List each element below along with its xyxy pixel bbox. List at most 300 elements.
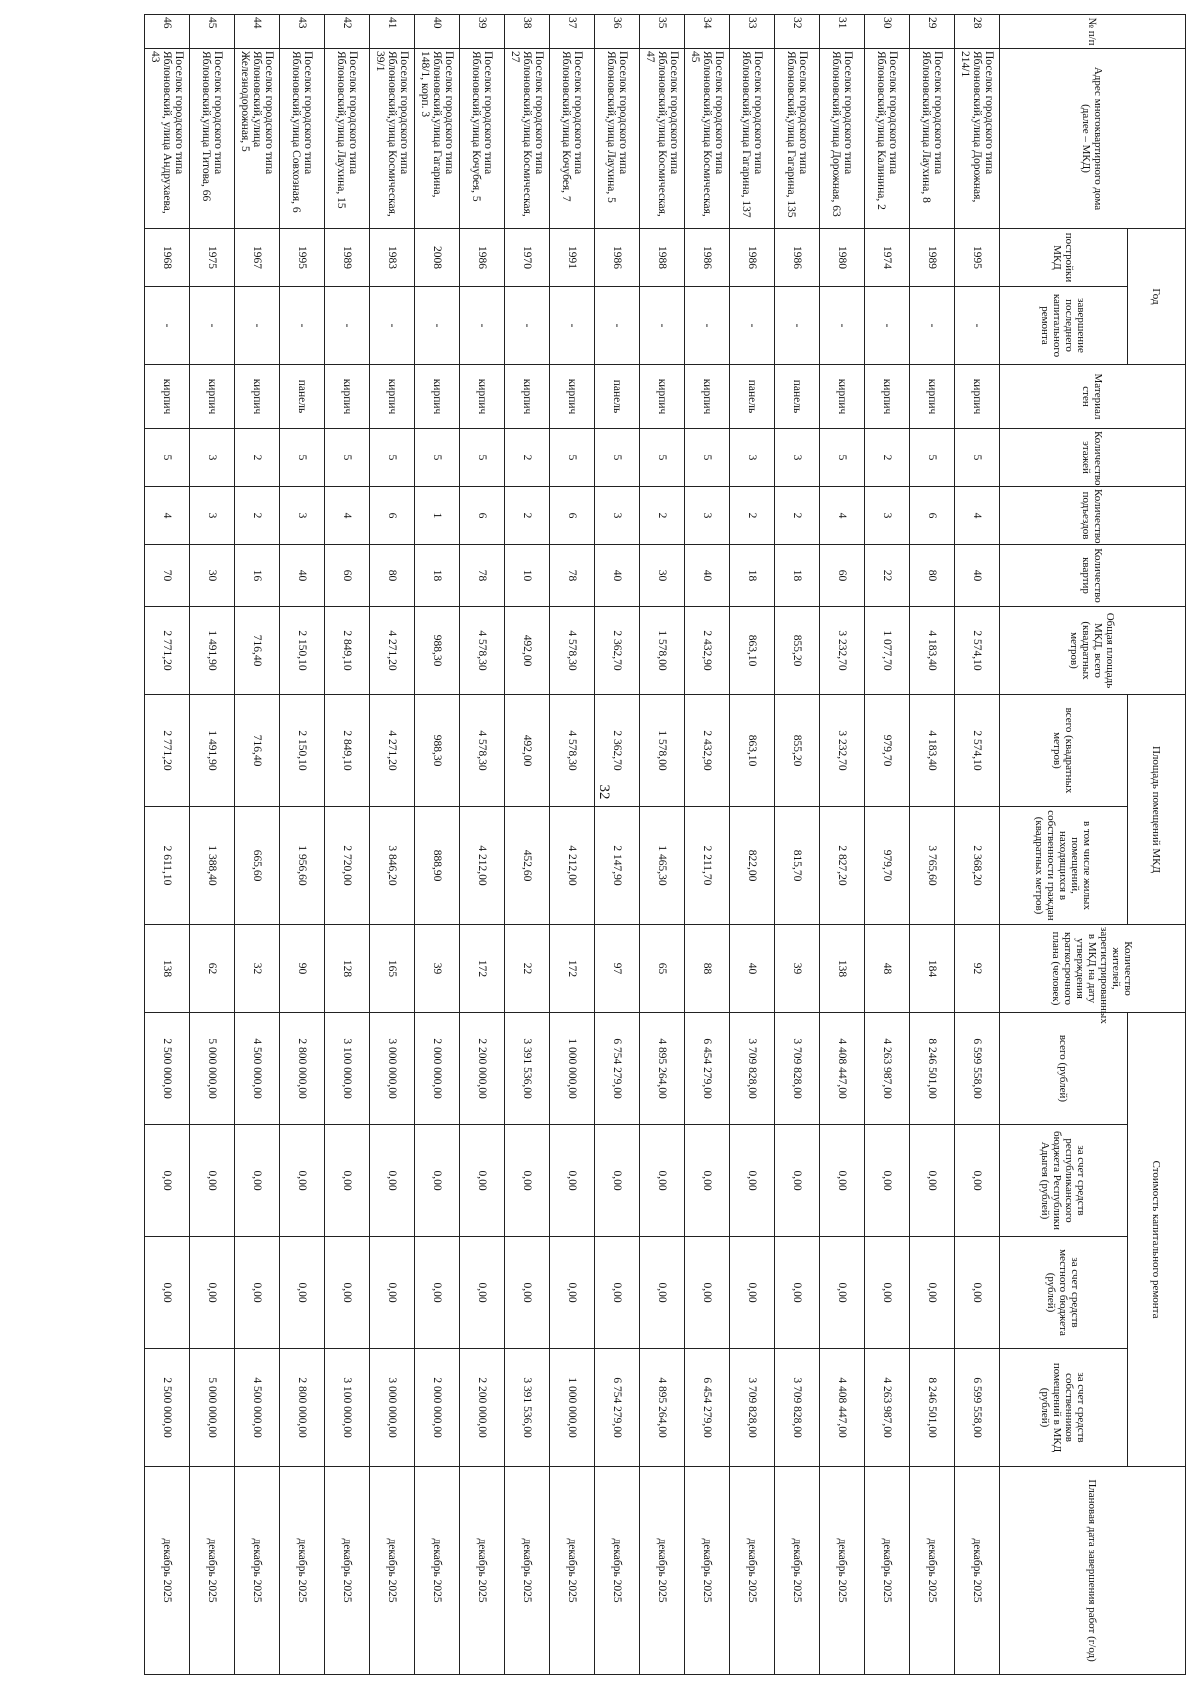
cell-cost-local: 0,00	[910, 1237, 955, 1349]
cell-cost-republic: 0,00	[730, 1125, 775, 1237]
cell-num: 35	[640, 15, 685, 49]
cell-cost-local: 0,00	[460, 1237, 505, 1349]
cell-entrances: 4	[325, 487, 370, 545]
cell-cost-local: 0,00	[235, 1237, 280, 1349]
cell-residents: 39	[415, 925, 460, 1013]
cell-num: 43	[280, 15, 325, 49]
cell-residents: 32	[235, 925, 280, 1013]
table-body	[145, 15, 1000, 1675]
cell-floors: 5	[325, 429, 370, 487]
cell-cost-owners: 4 895 264,00	[640, 1349, 685, 1467]
cell-num: 40	[415, 15, 460, 49]
cell-premises-total: 3 232,70	[820, 695, 865, 807]
cell-num: 32	[775, 15, 820, 49]
cell-completion: декабрь 2025	[190, 1467, 235, 1675]
cell-wall-material: кирпич	[235, 365, 280, 429]
cell-cost-local: 0,00	[325, 1237, 370, 1349]
cell-completion: декабрь 2025	[550, 1467, 595, 1675]
cell-total-area: 4 578,30	[550, 607, 595, 695]
cell-premises-private: 3 846,20	[370, 807, 415, 925]
cell-cost-total: 6 599 558,00	[955, 1013, 1000, 1125]
cell-num: 30	[865, 15, 910, 49]
cell-last-repair: -	[595, 287, 640, 365]
cell-wall-material: кирпич	[820, 365, 865, 429]
cell-cost-republic: 0,00	[865, 1125, 910, 1237]
cell-last-repair: -	[910, 287, 955, 365]
header-cost-total: всего (рублей)	[1000, 1013, 1128, 1125]
table-row	[280, 15, 325, 1675]
cell-completion: декабрь 2025	[460, 1467, 505, 1675]
cell-completion: декабрь 2025	[325, 1467, 370, 1675]
cell-cost-republic: 0,00	[190, 1125, 235, 1237]
table-row	[595, 15, 640, 1675]
cell-premises-private: 2 368,20	[955, 807, 1000, 925]
table-row	[550, 15, 595, 1675]
cell-floors: 5	[955, 429, 1000, 487]
cell-cost-local: 0,00	[145, 1237, 190, 1349]
cell-cost-total: 2 800 000,00	[280, 1013, 325, 1125]
cell-entrances: 4	[955, 487, 1000, 545]
cell-premises-total: 1 578,00	[640, 695, 685, 807]
cell-year-built: 1986	[730, 229, 775, 287]
cell-year-built: 1989	[910, 229, 955, 287]
header-cost-owners: за счет средств собственников помещений в МКД (рублей)	[1000, 1349, 1128, 1467]
cell-cost-owners: 4 500 000,00	[235, 1349, 280, 1467]
header-residents: Количество жителей, зарегистрированных в МКД на дату утверждения краткосрочного плана (человек)	[1000, 925, 1186, 1013]
cell-apartments: 30	[190, 545, 235, 607]
cell-entrances: 6	[460, 487, 505, 545]
cell-cost-republic: 0,00	[640, 1125, 685, 1237]
header-address: Адрес многоквартирного дома (далее – МКД)	[1000, 49, 1186, 229]
cell-cost-local: 0,00	[280, 1237, 325, 1349]
cell-entrances: 3	[595, 487, 640, 545]
cell-apartments: 16	[235, 545, 280, 607]
cell-last-repair: -	[190, 287, 235, 365]
cell-wall-material: кирпич	[325, 365, 370, 429]
cell-premises-private: 2 211,70	[685, 807, 730, 925]
cell-num: 44	[235, 15, 280, 49]
cell-cost-total: 3 000 000,00	[370, 1013, 415, 1125]
cell-completion: декабрь 2025	[415, 1467, 460, 1675]
cell-cost-total: 5 000 000,00	[190, 1013, 235, 1125]
cell-address: Поселок городского типа Яблоновский,улица Лаухина, 15	[325, 49, 370, 229]
cell-residents: 165	[370, 925, 415, 1013]
cell-year-built: 1980	[820, 229, 865, 287]
cell-address: Поселок городского типа Яблоновский,улица Дорожная, 214/1	[955, 49, 1000, 229]
cell-cost-republic: 0,00	[325, 1125, 370, 1237]
cell-cost-total: 2 200 000,00	[460, 1013, 505, 1125]
cell-num: 46	[145, 15, 190, 49]
cell-premises-total: 2 432,90	[685, 695, 730, 807]
cell-floors: 5	[640, 429, 685, 487]
table-row	[775, 15, 820, 1675]
cell-premises-private: 1 388,40	[190, 807, 235, 925]
cell-residents: 97	[595, 925, 640, 1013]
table-row	[145, 15, 190, 1675]
cell-wall-material: кирпич	[910, 365, 955, 429]
table-row	[190, 15, 235, 1675]
cell-residents: 172	[550, 925, 595, 1013]
cell-premises-private: 665,60	[235, 807, 280, 925]
cell-entrances: 1	[415, 487, 460, 545]
cell-cost-owners: 1 000 000,00	[550, 1349, 595, 1467]
table-row	[640, 15, 685, 1675]
cell-cost-local: 0,00	[775, 1237, 820, 1349]
cell-apartments: 78	[550, 545, 595, 607]
cell-residents: 138	[145, 925, 190, 1013]
cell-cost-local: 0,00	[730, 1237, 775, 1349]
cell-num: 37	[550, 15, 595, 49]
cell-address: Поселок городского типа Яблоновский,улица Гагарина, 137	[730, 49, 775, 229]
cell-apartments: 40	[685, 545, 730, 607]
cell-premises-private: 888,90	[415, 807, 460, 925]
cell-address: Поселок городского типа Яблоновский,улица Лаухина, 5	[595, 49, 640, 229]
cell-floors: 5	[685, 429, 730, 487]
cell-cost-local: 0,00	[865, 1237, 910, 1349]
table-row	[460, 15, 505, 1675]
cell-cost-owners: 8 246 501,00	[910, 1349, 955, 1467]
cell-premises-private: 2 147,90	[595, 807, 640, 925]
cell-premises-private: 1 465,30	[640, 807, 685, 925]
cell-premises-private: 452,60	[505, 807, 550, 925]
cell-entrances: 2	[640, 487, 685, 545]
cell-cost-republic: 0,00	[370, 1125, 415, 1237]
cell-cost-local: 0,00	[595, 1237, 640, 1349]
header-premises-area-group: Площадь помещений МКД	[1128, 695, 1186, 925]
cell-premises-private: 4 212,00	[550, 807, 595, 925]
cell-apartments: 30	[640, 545, 685, 607]
cell-premises-private: 979,70	[865, 807, 910, 925]
header-entrances: Количество подъездов	[1000, 487, 1186, 545]
cell-completion: декабрь 2025	[775, 1467, 820, 1675]
cell-last-repair: -	[145, 287, 190, 365]
cell-entrances: 2	[730, 487, 775, 545]
cell-completion: декабрь 2025	[505, 1467, 550, 1675]
cell-cost-owners: 3 100 000,00	[325, 1349, 370, 1467]
cell-cost-total: 3 709 828,00	[775, 1013, 820, 1125]
cell-completion: декабрь 2025	[145, 1467, 190, 1675]
header-floors: Количество этажей	[1000, 429, 1186, 487]
cell-apartments: 18	[730, 545, 775, 607]
cell-apartments: 60	[325, 545, 370, 607]
cell-last-repair: -	[235, 287, 280, 365]
cell-premises-total: 492,00	[505, 695, 550, 807]
cell-premises-private: 4 212,00	[460, 807, 505, 925]
cell-apartments: 10	[505, 545, 550, 607]
cell-num: 34	[685, 15, 730, 49]
cell-completion: декабрь 2025	[955, 1467, 1000, 1675]
cell-wall-material: панель	[775, 365, 820, 429]
cell-num: 39	[460, 15, 505, 49]
cell-last-repair: -	[640, 287, 685, 365]
table-row	[955, 15, 1000, 1675]
cell-total-area: 1 491,90	[190, 607, 235, 695]
cell-premises-total: 4 271,20	[370, 695, 415, 807]
header-total-area: Общая площадь МКД, всего (квадратных метров)	[1000, 607, 1186, 695]
cell-cost-total: 4 263 987,00	[865, 1013, 910, 1125]
cell-num: 42	[325, 15, 370, 49]
cell-floors: 2	[865, 429, 910, 487]
cell-year-built: 1989	[325, 229, 370, 287]
cell-premises-private: 1 956,60	[280, 807, 325, 925]
cell-cost-local: 0,00	[550, 1237, 595, 1349]
cell-entrances: 4	[820, 487, 865, 545]
cell-residents: 62	[190, 925, 235, 1013]
cell-cost-owners: 3 000 000,00	[370, 1349, 415, 1467]
cell-total-area: 4 183,40	[910, 607, 955, 695]
cell-premises-total: 863,10	[730, 695, 775, 807]
cell-apartments: 60	[820, 545, 865, 607]
cell-apartments: 40	[955, 545, 1000, 607]
cell-total-area: 2 432,90	[685, 607, 730, 695]
cell-cost-total: 2 000 000,00	[415, 1013, 460, 1125]
cell-residents: 184	[910, 925, 955, 1013]
cell-premises-total: 2 362,70	[595, 695, 640, 807]
cell-address: Поселок городского типа Яблоновский,улица Космическая, 27	[505, 49, 550, 229]
header-num: № п/п	[1000, 15, 1186, 49]
cell-apartments: 78	[460, 545, 505, 607]
header-completion: Плановая дата завершения работ (г/од)	[1000, 1467, 1186, 1675]
cell-cost-total: 2 500 000,00	[145, 1013, 190, 1125]
cell-num: 33	[730, 15, 775, 49]
cell-completion: декабрь 2025	[370, 1467, 415, 1675]
cell-wall-material: кирпич	[640, 365, 685, 429]
cell-num: 45	[190, 15, 235, 49]
cell-entrances: 4	[145, 487, 190, 545]
cell-last-repair: -	[865, 287, 910, 365]
cell-cost-local: 0,00	[820, 1237, 865, 1349]
cell-last-repair: -	[505, 287, 550, 365]
cell-cost-total: 1 000 000,00	[550, 1013, 595, 1125]
cell-residents: 90	[280, 925, 325, 1013]
cell-total-area: 4 578,30	[460, 607, 505, 695]
cell-year-built: 2008	[415, 229, 460, 287]
cell-address: Поселок городского типа Яблоновский,улица Совхозная, 6	[280, 49, 325, 229]
cell-wall-material: кирпич	[190, 365, 235, 429]
cell-completion: декабрь 2025	[280, 1467, 325, 1675]
cell-address: Поселок городского типа Яблоновский,улица Гагарина, 148/1, корп. 3	[415, 49, 460, 229]
cell-total-area: 2 574,10	[955, 607, 1000, 695]
table-row	[505, 15, 550, 1675]
cell-floors: 3	[775, 429, 820, 487]
table-row	[910, 15, 955, 1675]
cell-last-repair: -	[415, 287, 460, 365]
cell-premises-total: 2 771,20	[145, 695, 190, 807]
cell-floors: 5	[820, 429, 865, 487]
cell-year-built: 1995	[955, 229, 1000, 287]
cell-completion: декабрь 2025	[820, 1467, 865, 1675]
cell-floors: 5	[550, 429, 595, 487]
cell-residents: 65	[640, 925, 685, 1013]
cell-cost-owners: 3 709 828,00	[775, 1349, 820, 1467]
cell-residents: 40	[730, 925, 775, 1013]
cell-num: 28	[955, 15, 1000, 49]
cell-cost-local: 0,00	[190, 1237, 235, 1349]
cell-address: Поселок городского типа Яблоновский,улица Космическая, 47	[640, 49, 685, 229]
cell-cost-total: 4 895 264,00	[640, 1013, 685, 1125]
cell-completion: декабрь 2025	[685, 1467, 730, 1675]
cell-year-built: 1983	[370, 229, 415, 287]
cell-cost-republic: 0,00	[775, 1125, 820, 1237]
cell-premises-private: 2 827,20	[820, 807, 865, 925]
cell-floors: 5	[145, 429, 190, 487]
cell-cost-owners: 2 200 000,00	[460, 1349, 505, 1467]
cell-wall-material: кирпич	[145, 365, 190, 429]
cell-wall-material: кирпич	[415, 365, 460, 429]
cell-address: Поселок городского типа Яблоновский,улица Космическая, 39/1	[370, 49, 415, 229]
cell-total-area: 988,30	[415, 607, 460, 695]
cell-apartments: 70	[145, 545, 190, 607]
cell-cost-republic: 0,00	[235, 1125, 280, 1237]
cell-address: Поселок городского типа Яблоновский,улица Космическая, 45	[685, 49, 730, 229]
cell-wall-material: кирпич	[955, 365, 1000, 429]
cell-cost-republic: 0,00	[145, 1125, 190, 1237]
cell-address: Поселок городского типа Яблоновский,улица Гагарина, 135	[775, 49, 820, 229]
table-row	[325, 15, 370, 1675]
cell-year-built: 1986	[685, 229, 730, 287]
cell-residents: 39	[775, 925, 820, 1013]
cell-cost-total: 4 408 447,00	[820, 1013, 865, 1125]
cell-entrances: 2	[775, 487, 820, 545]
cell-wall-material: кирпич	[685, 365, 730, 429]
cell-cost-owners: 3 709 828,00	[730, 1349, 775, 1467]
cell-last-repair: -	[280, 287, 325, 365]
table-row	[370, 15, 415, 1675]
header-year-group: Год	[1128, 229, 1186, 365]
cell-cost-local: 0,00	[685, 1237, 730, 1349]
cell-cost-local: 0,00	[505, 1237, 550, 1349]
cell-total-area: 2 150,10	[280, 607, 325, 695]
cell-premises-private: 2 611,10	[145, 807, 190, 925]
cell-premises-total: 4 183,40	[910, 695, 955, 807]
cell-address: Поселок городского типа Яблоновский,улица Титова, 66	[190, 49, 235, 229]
cell-floors: 5	[460, 429, 505, 487]
cell-floors: 5	[280, 429, 325, 487]
cell-residents: 172	[460, 925, 505, 1013]
cell-last-repair: -	[550, 287, 595, 365]
cell-apartments: 80	[910, 545, 955, 607]
cell-last-repair: -	[730, 287, 775, 365]
cell-year-built: 1986	[460, 229, 505, 287]
cell-entrances: 3	[280, 487, 325, 545]
table-row	[820, 15, 865, 1675]
cell-num: 41	[370, 15, 415, 49]
cell-last-repair: -	[370, 287, 415, 365]
cell-premises-private: 822,00	[730, 807, 775, 925]
cell-premises-total: 855,20	[775, 695, 820, 807]
cell-entrances: 3	[190, 487, 235, 545]
cell-floors: 2	[235, 429, 280, 487]
cell-cost-owners: 6 454 279,00	[685, 1349, 730, 1467]
header-premises-private: в том числе жилых помещений, находящихся в собственности граждан (квадратных метров)	[1000, 807, 1128, 925]
cell-floors: 5	[370, 429, 415, 487]
cell-cost-republic: 0,00	[460, 1125, 505, 1237]
cell-wall-material: кирпич	[865, 365, 910, 429]
cell-residents: 88	[685, 925, 730, 1013]
cell-completion: декабрь 2025	[235, 1467, 280, 1675]
cell-year-built: 1968	[145, 229, 190, 287]
cell-premises-total: 4 578,30	[550, 695, 595, 807]
cell-residents: 92	[955, 925, 1000, 1013]
cell-premises-total: 716,40	[235, 695, 280, 807]
document-table-container	[149, 14, 1186, 1674]
cell-wall-material: панель	[730, 365, 775, 429]
cell-premises-total: 1 491,90	[190, 695, 235, 807]
cell-total-area: 855,20	[775, 607, 820, 695]
cell-cost-owners: 2 000 000,00	[415, 1349, 460, 1467]
cell-cost-republic: 0,00	[505, 1125, 550, 1237]
cell-wall-material: панель	[595, 365, 640, 429]
header-cost-local: за счет средств местного бюджета (рублей)	[1000, 1237, 1128, 1349]
cell-premises-private: 2 720,00	[325, 807, 370, 925]
cell-entrances: 3	[685, 487, 730, 545]
cell-floors: 5	[910, 429, 955, 487]
header-year-last-repair: завершение последнего капитального ремонта	[1000, 287, 1128, 365]
cell-premises-total: 988,30	[415, 695, 460, 807]
cell-apartments: 18	[775, 545, 820, 607]
cell-completion: декабрь 2025	[910, 1467, 955, 1675]
cell-premises-total: 2 574,10	[955, 695, 1000, 807]
cell-entrances: 2	[235, 487, 280, 545]
cell-apartments: 40	[595, 545, 640, 607]
cell-residents: 128	[325, 925, 370, 1013]
cell-wall-material: кирпич	[550, 365, 595, 429]
cell-total-area: 863,10	[730, 607, 775, 695]
cell-cost-local: 0,00	[955, 1237, 1000, 1349]
cell-cost-republic: 0,00	[415, 1125, 460, 1237]
header-cost-group: Стоимость капитального ремонта	[1128, 1013, 1186, 1467]
cell-floors: 5	[415, 429, 460, 487]
cell-last-repair: -	[955, 287, 1000, 365]
cell-entrances: 6	[550, 487, 595, 545]
cell-cost-owners: 4 263 987,00	[865, 1349, 910, 1467]
cell-address: Поселок городского типа Яблоновский,улица Дорожная, 63	[820, 49, 865, 229]
cell-address: Поселок городского типа Яблоновский, улица Андрухаева, 43	[145, 49, 190, 229]
cell-premises-private: 3 765,60	[910, 807, 955, 925]
cell-address: Поселок городского типа Яблоновский,улица Кочубея, 5	[460, 49, 505, 229]
cell-total-area: 2 849,10	[325, 607, 370, 695]
cell-cost-total: 4 500 000,00	[235, 1013, 280, 1125]
cell-total-area: 2 771,20	[145, 607, 190, 695]
cell-cost-owners: 3 391 536,00	[505, 1349, 550, 1467]
cell-year-built: 1967	[235, 229, 280, 287]
cell-year-built: 1975	[190, 229, 235, 287]
cell-entrances: 3	[865, 487, 910, 545]
cell-year-built: 1988	[640, 229, 685, 287]
header-premises-total: всего (квадратных метров)	[1000, 695, 1128, 807]
cell-premises-total: 979,70	[865, 695, 910, 807]
header-wall-material: Материал стен	[1000, 365, 1186, 429]
cell-entrances: 6	[910, 487, 955, 545]
cell-premises-total: 2 849,10	[325, 695, 370, 807]
cell-floors: 3	[190, 429, 235, 487]
cell-premises-private: 815,70	[775, 807, 820, 925]
cell-address: Поселок городского типа Яблоновский,улица Лаухина, 8	[910, 49, 955, 229]
cell-year-built: 1986	[775, 229, 820, 287]
table-row	[865, 15, 910, 1675]
cell-year-built: 1986	[595, 229, 640, 287]
cell-total-area: 3 232,70	[820, 607, 865, 695]
cell-cost-local: 0,00	[640, 1237, 685, 1349]
cell-last-repair: -	[820, 287, 865, 365]
cell-address: Поселок городского типа Яблоновский,улица Кочубея, 7	[550, 49, 595, 229]
cell-wall-material: кирпич	[505, 365, 550, 429]
cell-residents: 22	[505, 925, 550, 1013]
cell-total-area: 492,00	[505, 607, 550, 695]
cell-last-repair: -	[460, 287, 505, 365]
cell-cost-republic: 0,00	[685, 1125, 730, 1237]
cell-entrances: 6	[370, 487, 415, 545]
